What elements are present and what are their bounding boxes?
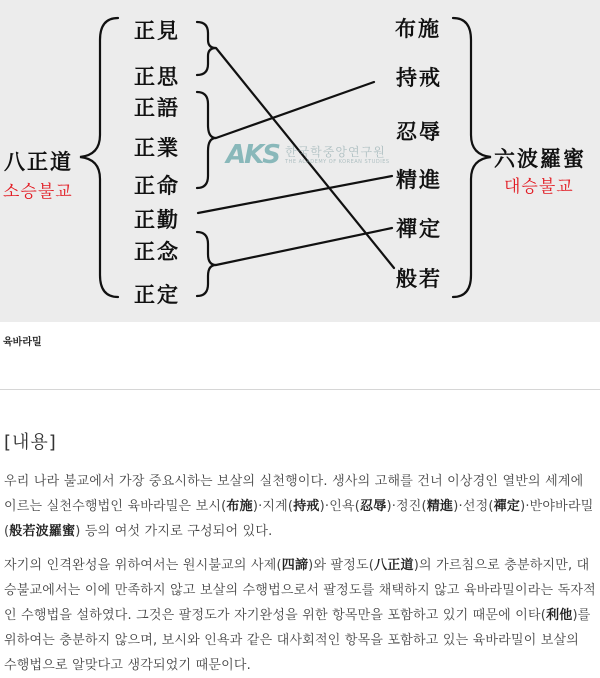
left-outer-brace [80,18,118,297]
paragraph-text: )·정진( [386,499,427,514]
hanja-term: 般若波羅蜜 [9,524,76,539]
aks-watermark [226,140,390,170]
left-subtitle: 소승불교 [3,182,73,202]
paragraph-text: )·반야바라밀( [4,499,594,539]
path-item: 正命 [134,173,180,198]
link-diligence [198,176,392,213]
paragraph-text: )를 위하여는 충분하지 않으며, 보시와 인욕과 같은 대사회적인 항목을 포함하고 있는 육바라밀이 보살의 수행법으로 알맞다고 생각되었기 때문이다. [4,608,591,673]
figure-caption: 육바라밀 [3,337,42,348]
hanja-term: 持戒 [293,499,320,514]
paramita-item: 布施 [395,16,441,41]
path-item: 正念 [134,239,180,264]
paragraph [4,469,596,544]
path-item: 正思 [134,64,180,89]
link-precepts [216,82,374,138]
path-item: 正勤 [134,207,180,232]
paragraph-text: )·인욕( [319,499,361,514]
paramita-item: 忍辱 [396,119,442,144]
paramita-item: 持戒 [396,65,442,90]
hanja-term: 布施 [226,499,253,514]
path-item: 正業 [134,135,180,160]
divider [0,389,600,390]
brace-mindfulness-concentration [197,232,216,296]
aks-logo-mark: AKS [226,140,279,170]
watermark-korean: 한국학중앙연구원 [285,144,386,159]
paramita-item: 禪定 [396,216,442,241]
paragraph-text: 우리 나라 불교에서 가장 중요시하는 보살의 실천행이다. 생사의 고해를 건너 이상경인 열반의 세계에 이르는 실천수행법인 육바라밀은 보시( [4,474,584,514]
right-outer-brace [453,18,491,297]
paragraph-text: ) 등의 여섯 가지로 구성되어 있다. [75,524,273,539]
brace-speech-action-livelihood [197,92,216,188]
paramita-item: 般若 [396,266,442,291]
paramita-item: 精進 [396,167,442,192]
path-item: 正定 [134,282,180,307]
hanja-term: 八正道 [374,558,414,573]
watermark-english: THE ACADEMY OF KOREAN STUDIES [285,158,390,165]
hanja-term: 四諦 [281,558,309,573]
right-title: 六波羅蜜 [494,146,586,171]
paragraph-text: 자기의 인격완성을 위하여서는 원시불교의 사제( [4,558,282,573]
paragraph-text: )와 팔정도( [308,558,375,573]
paragraph [4,553,596,678]
hanja-term: 利他 [546,608,573,623]
paragraph-text: )의 가르침으로 충분하지만, 대승불교에서는 이에 만족하지 않고 보살의 수행법으로서 팔정도를 채택하지 않고 육바라밀이라는 독자적인 수행법을 설하였다. 그것은 팔정도가 자기완성을 위한 항목만을 포함하고 있기 때문에 이타( [4,558,596,623]
path-item: 正語 [134,95,180,120]
hanja-term: 精進 [426,499,454,514]
link-meditation [216,228,392,265]
eightfold-path-six-paramitas-diagram [0,0,600,322]
right-subtitle: 대승불교 [504,177,574,197]
section-heading: [내용] [4,432,57,453]
path-item: 正見 [134,18,180,43]
paragraph-text: )·선정( [453,499,494,514]
brace-view-thought [197,22,216,75]
hanja-term: 忍辱 [360,499,387,514]
paragraph-text: )·지계( [252,499,294,514]
hanja-term: 禪定 [493,499,521,514]
left-title: 八正道 [4,149,73,174]
